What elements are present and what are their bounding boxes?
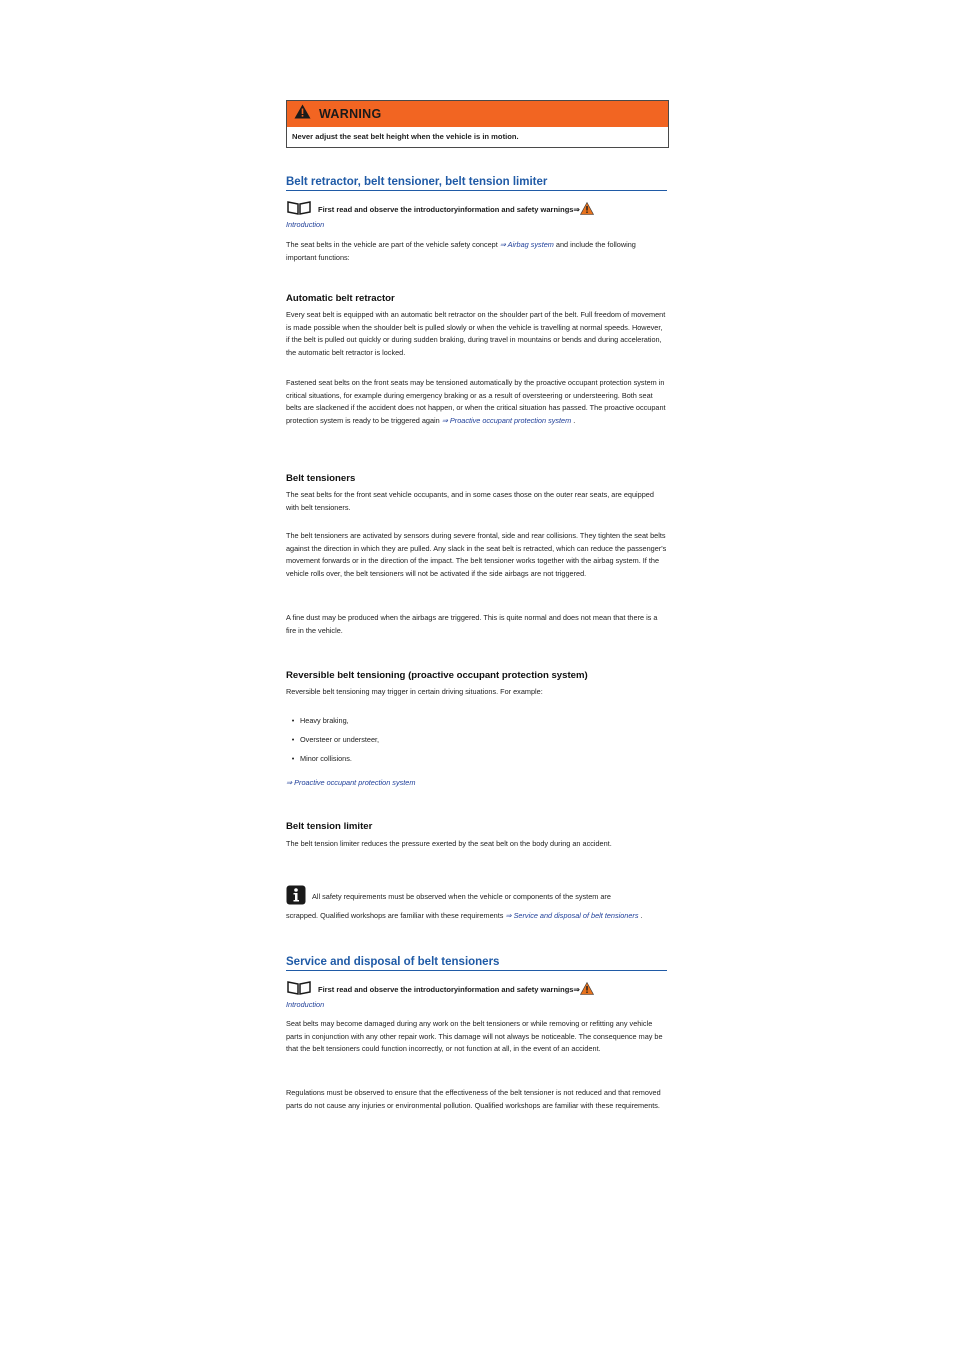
intro-link[interactable]: Introduction [286,220,325,229]
text: Fastened seat belts on the front seats may be tensioned automatically by the proactive occupant protection system in critical situations, for example during emergency braking or as a result of oversteering or understeering. Both seat belts are slackened if the accident does not happen, or when the critical situation has passed. The proactive occupant protection system is ready to be triggered again [286,378,666,425]
info-note [286,885,667,923]
warning-triangle-icon [294,104,311,124]
text: scrapped. Qualified workshops are familiar with these requirements [286,911,504,920]
proactive-protection-link[interactable]: ⇒ Proactive occupant protection system [441,415,572,425]
paragraph [286,377,667,427]
list-item: • Minor collisions. [291,754,352,763]
list-item: • Heavy braking, [291,716,349,725]
intro-link[interactable]: Introduction [286,1000,325,1009]
section-heading-belt-retractor: Belt retractor, belt tensioner, belt tension limiter [286,176,667,191]
warning-text: Never adjust the seat belt height when the vehicle is in motion. [292,132,519,141]
book-icon [286,981,312,997]
warning-title: WARNING [319,107,382,121]
paragraph: A fine dust may be produced when the airbags are triggered. This is quite normal and does not mean that there is a fire in the vehicle. [286,613,658,635]
paragraph: The belt tensioners are activated by sensors during severe frontal, side and rear collisions. They tighten the seat belts against the direction in which they are pulled. Any slack in the seat belt is retracted, which can reduce the passenger's movement forwards or in the direction of the impact. The belt tensioner works together with the airbag system. If the vehicle rolls over, the belt tensioners will not be activated if the side airbags are not triggered. [286,531,667,578]
list-item: • Oversteer or understeer, [291,735,380,744]
text: . [573,415,576,425]
warning-triangle-icon [580,202,594,217]
text: . [640,911,643,920]
airbag-system-link[interactable]: ⇒ Airbag system [499,240,554,249]
intro-block [286,201,667,229]
paragraph: Every seat belt is equipped with an automatic belt retractor on the shoulder part of the belt. Full freedom of movement is made possible when the shoulder belt is pulled slowly or when the vehicle is travelling at normal speeds. However, if the belt is pulled out quickly or during sudden braking, during travel in mountains or bends and during acceleration, the automatic belt retractor is locked. [286,310,666,357]
paragraph: Reversible belt tensioning may trigger in certain driving situations. For example: [286,687,543,696]
intro-text: First read and observe the introductoryinformation and safety warnings⇒ [318,204,580,214]
book-icon [286,201,312,217]
text: and include the following important functions: [286,240,636,262]
bullet-list [286,716,667,763]
intro-block [286,981,667,1009]
subheading-reversible: Reversible belt tensioning (proactive occupant protection system) [286,670,588,681]
paragraph: The belt tension limiter reduces the pressure exerted by the seat belt on the body during an accident. [286,839,612,848]
section-heading-service-disposal: Service and disposal of belt tensioners [286,956,667,971]
subheading-tensioners: Belt tensioners [286,473,356,484]
text: The seat belts in the vehicle are part of the vehicle safety concept [286,240,498,249]
info-text: All safety requirements must be observed when the vehicle or components of the system are [312,891,611,901]
paragraph: Regulations must be observed to ensure that the effectiveness of the belt tensioner is not reduced and that removed parts do not cause any injuries or environmental pollution. Qualified workshops are familiar with these requirements. [286,1088,661,1110]
warning-header [287,101,668,127]
service-disposal-link[interactable]: ⇒ Service and disposal of belt tensioners [505,911,639,920]
paragraph: Seat belts may become damaged during any work on the belt tensioners or while removing or refitting any vehicle parts in conjunction with any other repair work. This damage will not always be noticeable. The consequence may be that the belt tensioners could function incorrectly, or not function at all, in the event of an accident. [286,1019,663,1054]
intro-text: First read and observe the introductoryinformation and safety warnings⇒ [318,984,580,994]
proactive-protection-link[interactable]: ⇒ Proactive occupant protection system [286,778,416,787]
warning-box [286,100,669,148]
paragraph [286,910,667,923]
warning-triangle-icon [580,982,594,997]
subheading-limiter: Belt tension limiter [286,821,373,832]
subheading-retractor: Automatic belt retractor [286,293,395,304]
paragraph: The seat belts for the front seat vehicle occupants, and in some cases those on the outer rear seats, are equipped with belt tensioners. [286,490,654,512]
paragraph [286,239,667,264]
info-icon [286,885,306,907]
